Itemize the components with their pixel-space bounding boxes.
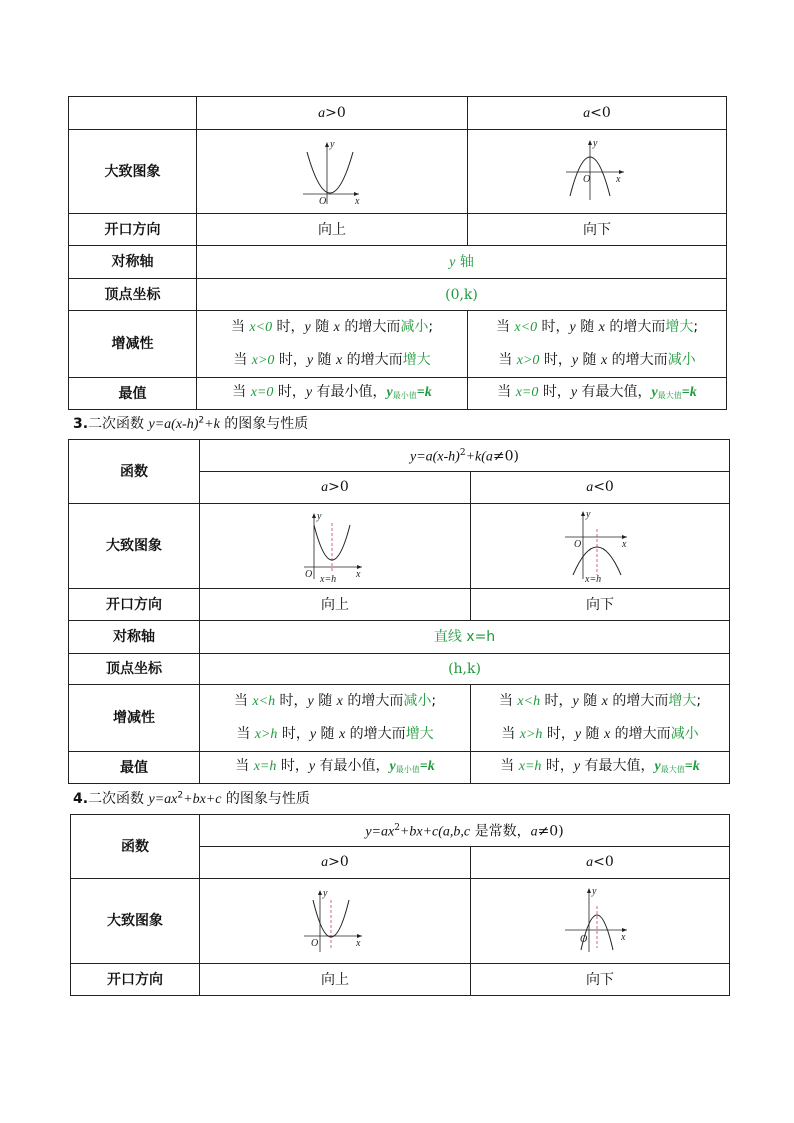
col-header-a-pos: a>0 xyxy=(197,97,468,130)
monotonic-up: 当 x<h 时，y 随 x 的增大而减小; 当 x>h 时，y 随 x 的增大而增大 xyxy=(200,685,471,752)
svg-text:y: y xyxy=(593,137,598,149)
parabola-down-graph xyxy=(562,138,632,206)
svg-text:O: O xyxy=(574,539,582,550)
func-formula: $y=a(x-h)^2+k(a\ne 0)$ xyxy=(200,440,730,472)
label-graph: 大致图象 xyxy=(69,130,197,214)
label-graph: 大致图象 xyxy=(71,879,200,964)
graph-cell-up xyxy=(200,504,471,589)
label-func: 函数 xyxy=(69,440,200,504)
monotonic-up: 当 x<0 时，y 随 x 的增大而减小; 当 x>0 时，y 随 x 的增大而增大 xyxy=(197,311,468,378)
vertex-value: (0,k) xyxy=(197,279,727,311)
section3-title: 3.二次函数 $y=a(x-h)^2+k$ 的图象与性质 xyxy=(73,415,309,432)
label-extreme: 最值 xyxy=(69,752,200,784)
label-axis: 对称轴 xyxy=(69,246,197,279)
svg-text:O: O xyxy=(305,569,313,580)
col-header-a-pos: a>0 xyxy=(200,472,471,504)
vertex-value: (h,k) xyxy=(200,654,730,685)
opening-up: 向上 xyxy=(197,214,468,246)
axis-value: 直线 x=h xyxy=(200,621,730,654)
monotonic-down: 当 x<0 时，y 随 x 的增大而增大; 当 x>0 时，y 随 x 的增大而减小 xyxy=(468,311,727,378)
label-graph: 大致图象 xyxy=(69,504,200,589)
table-section2 xyxy=(68,96,727,410)
svg-text:O: O xyxy=(319,195,327,206)
parabola-up-general-graph xyxy=(300,886,370,956)
label-axis: 对称轴 xyxy=(69,621,200,654)
opening-up: 向上 xyxy=(200,964,471,996)
svg-text:y: y xyxy=(317,511,322,522)
table-section4 xyxy=(70,814,730,996)
svg-text:x=h: x=h xyxy=(320,574,337,583)
opening-down: 向下 xyxy=(471,589,730,621)
svg-text:O: O xyxy=(580,934,588,945)
axis-value: y 轴 xyxy=(197,246,727,279)
label-vertex: 顶点坐标 xyxy=(69,279,197,311)
svg-text:O: O xyxy=(583,173,591,185)
label-vertex: 顶点坐标 xyxy=(69,654,200,685)
graph-cell-down xyxy=(468,130,727,214)
parabola-down-general-graph xyxy=(565,886,635,956)
parabola-up-graph xyxy=(297,138,367,206)
svg-text:x=h: x=h xyxy=(585,574,602,583)
extreme-max: 当 x=h 时，y 有最大值，$y_{最大值}=k$ xyxy=(471,752,730,784)
extreme-min: 当 x=0 时，y 有最小值，$y_{最小值}=k$ xyxy=(197,378,468,410)
monotonic-down: 当 x<h 时，y 随 x 的增大而增大; 当 x>h 时，y 随 x 的增大而减小 xyxy=(471,685,730,752)
opening-down: 向下 xyxy=(471,964,730,996)
svg-text:y: y xyxy=(592,886,597,897)
svg-text:O: O xyxy=(311,938,319,949)
label-func: 函数 xyxy=(71,815,200,879)
label-opening: 开口方向 xyxy=(69,214,197,246)
graph-cell-up xyxy=(200,879,471,964)
extreme-min: 当 x=h 时，y 有最小值，$y_{最小值}=k$ xyxy=(200,752,471,784)
section4-title: 4.二次函数 $y=ax^2+bx+c$ 的图象与性质 xyxy=(73,790,310,807)
parabola-up-shifted-graph xyxy=(300,509,370,583)
opening-down: 向下 xyxy=(468,214,727,246)
label-monotonic: 增减性 xyxy=(69,311,197,378)
svg-text:x: x xyxy=(622,539,627,550)
extreme-max: 当 x=0 时，y 有最大值，$y_{最大值}=k$ xyxy=(468,378,727,410)
label-opening: 开口方向 xyxy=(69,589,200,621)
col-header-a-pos: a>0 xyxy=(200,847,471,879)
graph-cell-down xyxy=(471,879,730,964)
opening-up: 向上 xyxy=(200,589,471,621)
col-header-a-neg: a<0 xyxy=(468,97,727,130)
svg-text:y: y xyxy=(323,888,328,899)
svg-text:y: y xyxy=(330,138,335,150)
label-opening: 开口方向 xyxy=(71,964,200,996)
svg-text:x: x xyxy=(356,569,361,580)
header-empty xyxy=(69,97,197,130)
svg-text:x: x xyxy=(356,938,361,949)
svg-text:x: x xyxy=(621,932,626,943)
func-formula: $y=ax^2+bx+c(a,b,c$ 是常数，a≠0) xyxy=(200,815,730,847)
svg-text:x: x xyxy=(355,195,360,206)
table-section3 xyxy=(68,439,730,784)
graph-cell-up xyxy=(197,130,468,214)
graph-cell-down xyxy=(471,504,730,589)
label-monotonic: 增减性 xyxy=(69,685,200,752)
svg-text:y: y xyxy=(586,509,591,520)
svg-text:x: x xyxy=(616,173,621,185)
col-header-a-neg: a<0 xyxy=(471,472,730,504)
label-extreme: 最值 xyxy=(69,378,197,410)
parabola-down-shifted-graph xyxy=(565,509,635,583)
col-header-a-neg: a<0 xyxy=(471,847,730,879)
